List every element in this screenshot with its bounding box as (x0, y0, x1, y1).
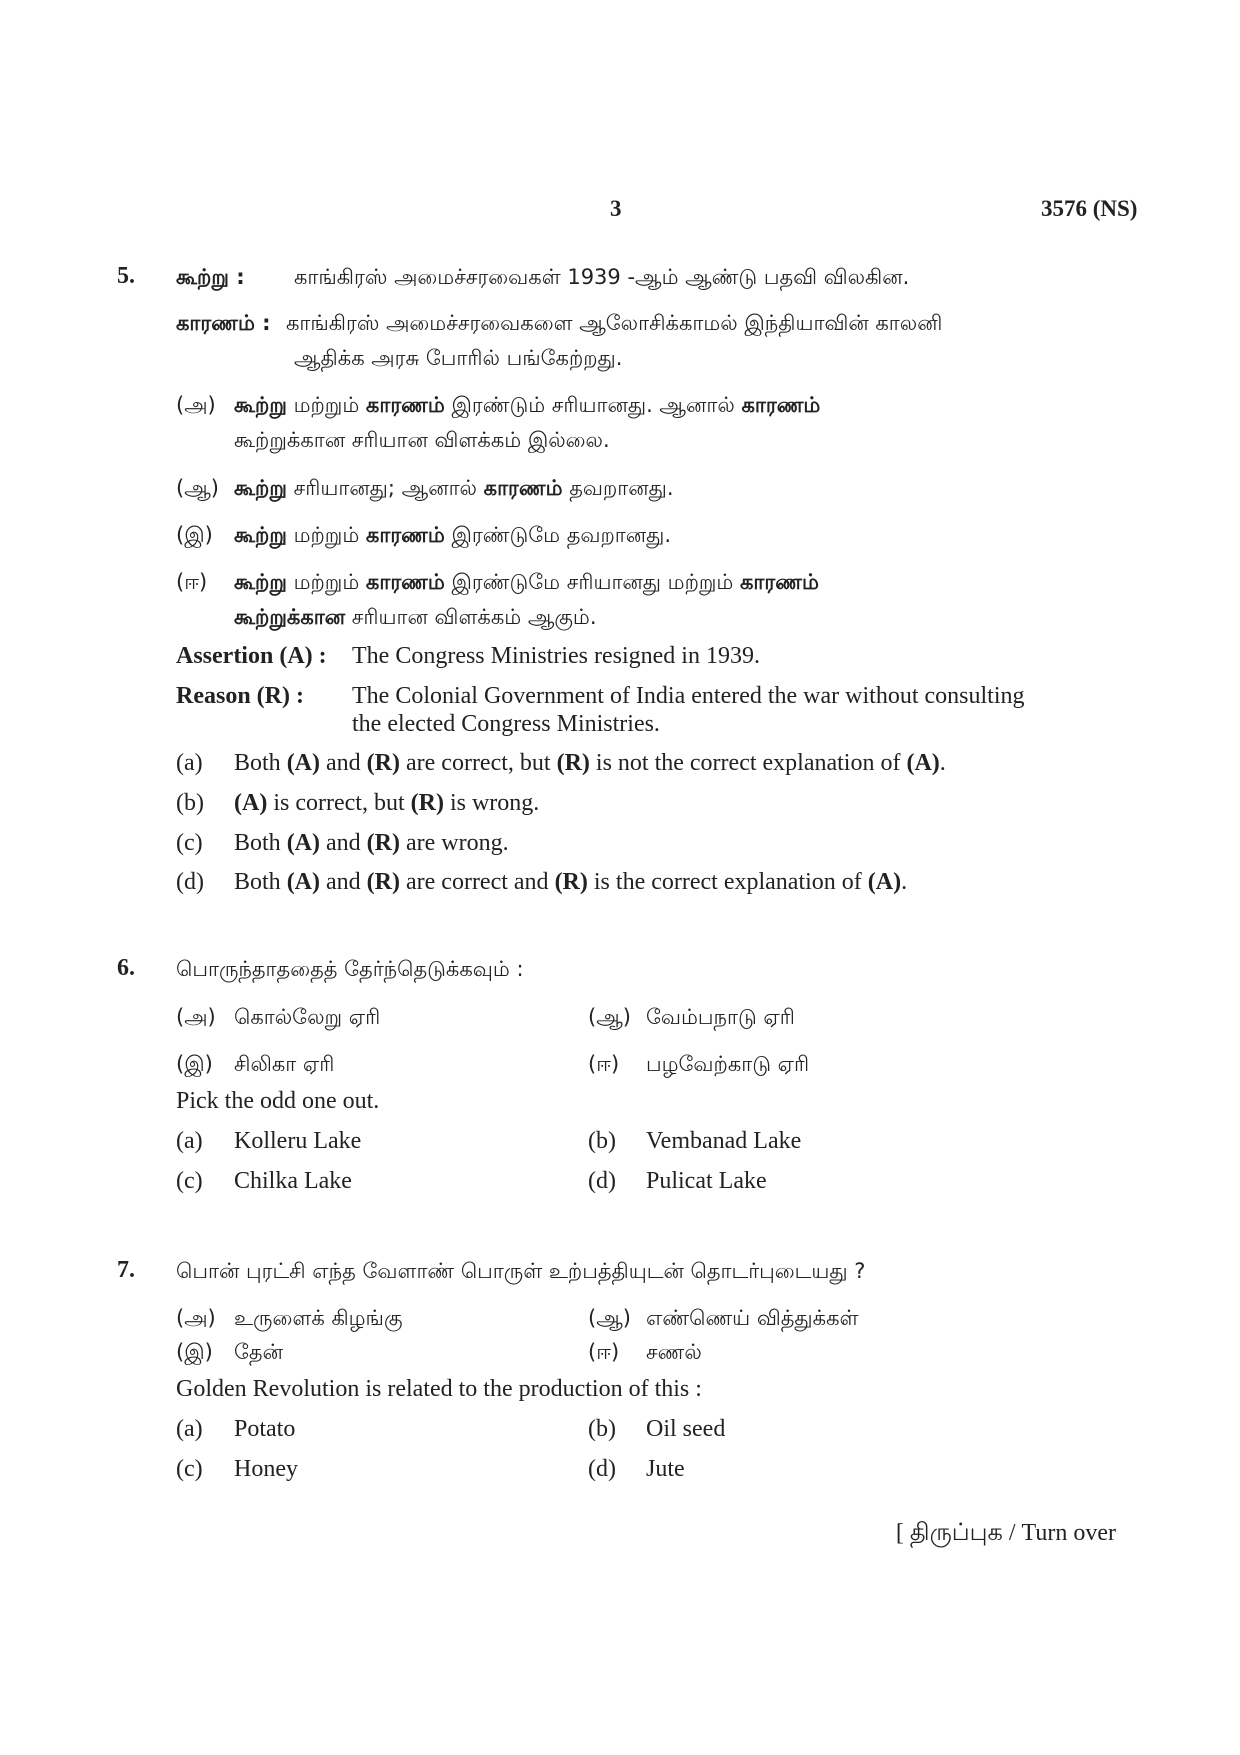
option-text: Honey (234, 1456, 298, 1482)
option-text: are wrong. (400, 830, 509, 856)
q7-option-a (176, 1416, 295, 1443)
q6-question-ta: பொருந்தாததைத் தேர்ந்தெடுக்கவும் : (176, 957, 524, 981)
bold-term: கூற்றுக்கான (234, 605, 346, 629)
bold-term: (A) (906, 750, 940, 776)
q6-option-b-ta (588, 1005, 795, 1032)
q5-option-d-ta-line2 (234, 605, 597, 632)
bold-term: (R) (554, 869, 588, 895)
q6-option-a-ta (176, 1005, 380, 1032)
q6-question: Pick the odd one out. (176, 1088, 380, 1114)
option-label: (ஈ) (176, 570, 208, 594)
q5-option-a-ta (176, 393, 820, 420)
option-text: மற்றும் (286, 523, 366, 547)
option-text: Oil seed (646, 1416, 726, 1442)
option-text: தவறானது. (562, 476, 674, 500)
bold-term: (A) (286, 869, 321, 895)
option-label: (அ) (176, 393, 216, 417)
option-label: (இ) (176, 1052, 213, 1076)
bold-term: காரணம் (740, 570, 819, 594)
option-label: (d) (588, 1456, 616, 1482)
option-text: and (320, 869, 367, 895)
option-label: (இ) (176, 1340, 213, 1364)
option-label: (ஈ) (588, 1052, 620, 1076)
q5-option-c (176, 830, 509, 857)
option-text: is wrong. (443, 790, 540, 816)
page-number: 3 (610, 196, 622, 221)
option-text: Vembanad Lake (646, 1128, 802, 1154)
q7-option-a-ta (176, 1306, 402, 1333)
q5-option-d-ta (176, 570, 819, 597)
option-text: இரண்டுமே தவறானது. (444, 523, 671, 547)
option-label: (c) (176, 830, 203, 856)
bold-term: காரணம் (483, 476, 563, 500)
q5-option-b-ta (176, 476, 674, 503)
option-text: கொல்லேறு ஏரி (234, 1005, 381, 1029)
q5-option-a-ta-line2: கூற்றுக்கான சரியான விளக்கம் இல்லை. (234, 428, 610, 452)
option-label: (b) (176, 790, 204, 816)
option-text: Both (234, 750, 287, 776)
q7-option-c (176, 1456, 298, 1483)
bold-term: (R) (366, 750, 400, 776)
option-text: உருளைக் கிழங்கு (234, 1306, 403, 1330)
option-label: (அ) (176, 1005, 216, 1029)
option-text: is the correct explanation of (587, 869, 868, 895)
q7-option-c-ta (176, 1340, 283, 1367)
option-label: (d) (588, 1168, 616, 1194)
bold-term: (A) (286, 830, 321, 856)
bold-term: கூற்று (234, 570, 287, 594)
option-text: Both (234, 869, 287, 895)
bold-term: கூற்று (234, 393, 287, 417)
option-text: is correct, but (267, 790, 411, 816)
option-text: சணல் (646, 1340, 702, 1364)
q6-option-d (588, 1168, 767, 1195)
option-label: (a) (176, 750, 203, 776)
q6-option-d-ta (588, 1052, 809, 1079)
q5-reason-line2: the elected Congress Ministries. (352, 711, 660, 737)
q5-option-a (176, 750, 946, 777)
bold-term: கூற்று (234, 523, 287, 547)
option-text: வேம்பநாடு ஏரி (646, 1005, 795, 1029)
option-text: இரண்டுமே சரியானது மற்றும் (444, 570, 740, 594)
option-label: (ஆ) (588, 1306, 631, 1330)
option-label: (d) (176, 869, 204, 895)
option-label: (இ) (176, 523, 213, 547)
paper-code: 3576 (NS) (1041, 196, 1138, 221)
option-text: Both (234, 830, 287, 856)
bold-term: காரணம் (741, 393, 821, 417)
option-text: எண்ணெய் வித்துக்கள் (646, 1306, 859, 1330)
option-label: (b) (588, 1416, 616, 1442)
option-text: சரியானது; ஆனால் (286, 476, 484, 500)
option-label: (a) (176, 1416, 203, 1442)
option-text: are correct, but (400, 750, 557, 776)
option-label: (ஆ) (176, 476, 219, 500)
q5-reason-label-ta: காரணம் : (176, 311, 271, 335)
option-text: Chilka Lake (234, 1168, 352, 1194)
q7-option-d-ta (588, 1340, 702, 1367)
bold-term: (A) (234, 790, 268, 816)
q7-option-d (588, 1456, 685, 1483)
q5-option-d (176, 869, 907, 896)
question-7-number: 7. (117, 1257, 135, 1283)
option-text: இரண்டும் சரியானது. ஆனால் (444, 393, 742, 417)
option-text: பழவேற்காடு ஏரி (646, 1052, 810, 1076)
bold-term: (A) (286, 750, 321, 776)
option-text: தேன் (234, 1340, 283, 1364)
option-text: Potato (234, 1416, 296, 1442)
option-text: Pulicat Lake (646, 1168, 767, 1194)
bold-term: காரணம் (365, 393, 445, 417)
option-text: சரியான விளக்கம் ஆகும். (345, 605, 597, 629)
q5-assertion-text-ta: காங்கிரஸ் அமைச்சரவைகள் 1939 -ஆம் ஆண்டு பதவி விலகின. (294, 265, 910, 289)
option-text: is not the correct explanation of (589, 750, 907, 776)
q5-reason-line1: The Colonial Government of India entered the war without consulting (352, 683, 1025, 709)
option-label: (b) (588, 1128, 616, 1154)
bold-term: (R) (556, 750, 590, 776)
bold-term: (R) (366, 830, 400, 856)
option-label: (c) (176, 1456, 203, 1482)
option-label: (அ) (176, 1306, 216, 1330)
option-text: Kolleru Lake (234, 1128, 362, 1154)
q7-question: Golden Revolution is related to the production of this : (176, 1376, 702, 1402)
q7-option-b (588, 1416, 725, 1443)
q5-assertion-label: Assertion (A) : (176, 643, 327, 669)
q5-reason-line1-ta: காங்கிரஸ் அமைச்சரவைகளை ஆலோசிக்காமல் இந்தியாவின் காலனி (286, 311, 943, 335)
option-label: (ஆ) (588, 1005, 631, 1029)
option-label: (c) (176, 1168, 203, 1194)
q5-option-c-ta (176, 523, 671, 550)
option-label: (a) (176, 1128, 203, 1154)
q5-reason-label: Reason (R) : (176, 683, 304, 709)
option-text: . (901, 869, 908, 895)
q6-option-b (588, 1128, 801, 1155)
q7-option-b-ta (588, 1306, 858, 1333)
q5-assertion-text: The Congress Ministries resigned in 1939. (352, 643, 760, 669)
q5-option-b (176, 790, 539, 817)
q7-question-ta: பொன் புரட்சி எந்த வேளாண் பொருள் உற்பத்தியுடன் தொடர்புடையது ? (176, 1259, 866, 1283)
bold-term: (R) (410, 790, 444, 816)
bold-term: (R) (366, 869, 400, 895)
option-text: மற்றும் (286, 570, 366, 594)
option-text: . (939, 750, 946, 776)
question-5-number: 5. (117, 263, 135, 289)
option-text: and (320, 750, 367, 776)
bold-term: காரணம் (365, 570, 445, 594)
option-text: Jute (646, 1456, 685, 1482)
question-6-number: 6. (117, 955, 135, 981)
bold-term: காரணம் (365, 523, 445, 547)
option-text: and (320, 830, 367, 856)
turn-over-note: [ திருப்புக / Turn over (895, 1520, 1116, 1546)
option-text: மற்றும் (286, 393, 366, 417)
option-text: சிலிகா ஏரி (234, 1052, 335, 1076)
option-label: (ஈ) (588, 1340, 620, 1364)
q6-option-a (176, 1128, 361, 1155)
q5-reason-line2-ta: ஆதிக்க அரசு போரில் பங்கேற்றது. (294, 346, 623, 370)
bold-term: (A) (867, 869, 902, 895)
q5-assertion-label-ta: கூற்று : (176, 265, 245, 289)
q6-option-c-ta (176, 1052, 334, 1079)
bold-term: கூற்று (234, 476, 287, 500)
q6-option-c (176, 1168, 352, 1195)
option-text: are correct and (400, 869, 555, 895)
